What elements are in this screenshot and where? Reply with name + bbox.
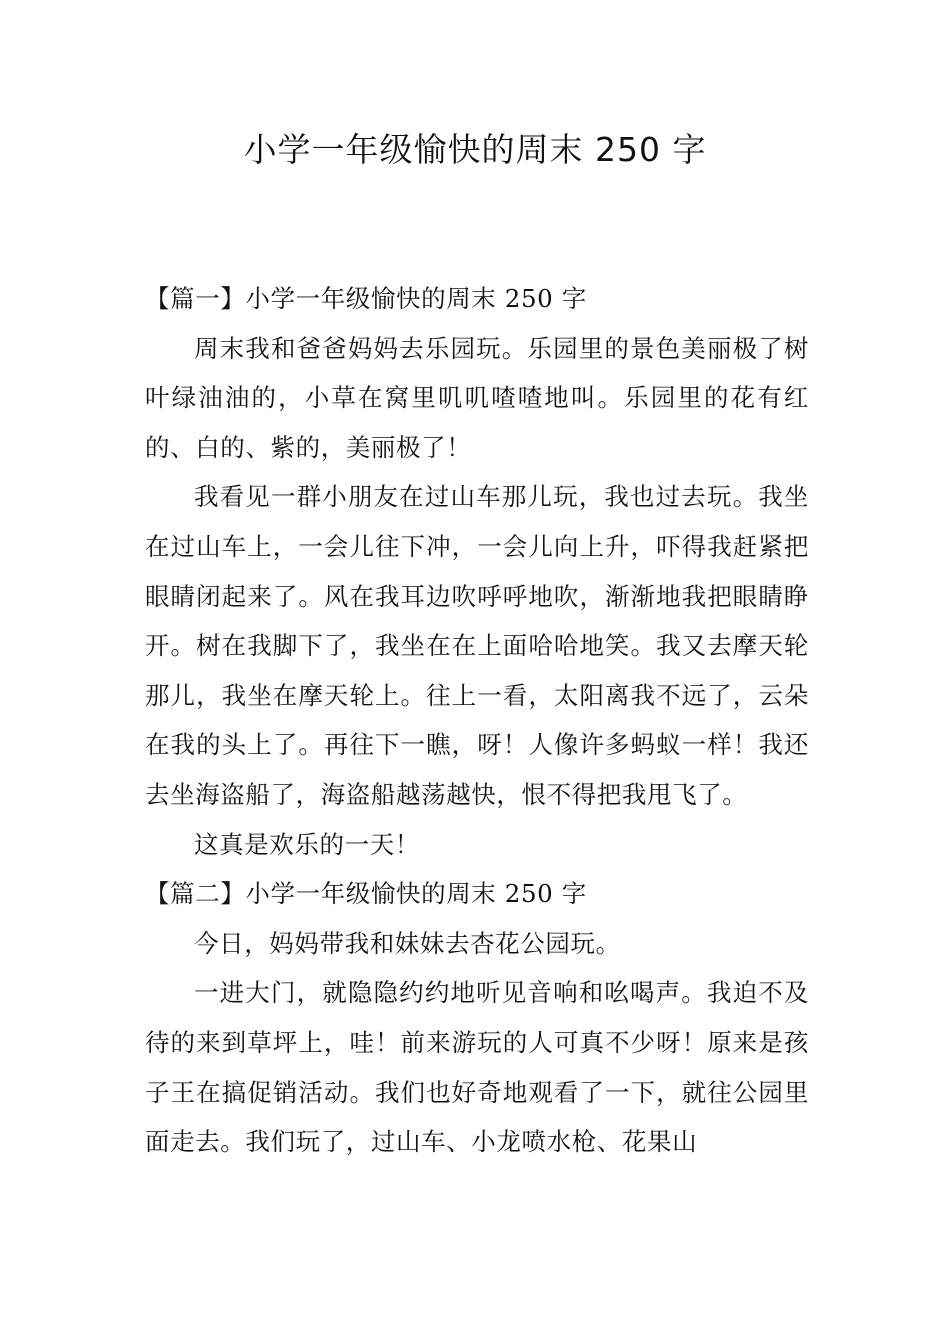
section-heading-1: 【篇一】小学一年级愉快的周末 250 字 — [145, 284, 587, 313]
paragraph: 我看见一群小朋友在过山车那儿玩，我也过去玩。我坐在过山车上，一会儿往下冲，一会儿向上升，吓得我赶紧把眼睛闭起来了。风在我耳边吹呼呼地吹，渐渐地我把眼睛睁开。树在我脚下了，我坐在在上面哈哈地笑。我又去摩天轮那儿，我坐在摩天轮上。往上一看，太阳离我不远了，云朵在我的头上了。再往下一瞧，呀！人像许多蚂蚁一样！我还去坐海盗船了，海盗船越荡越快，恨不得把我甩飞了。 — [145, 482, 809, 809]
document-body — [145, 274, 809, 1167]
paragraph: 周末我和爸爸妈妈去乐园玩。乐园里的景色美丽极了树叶绿油油的，小草在窝里叽叽喳喳地叫。乐园里的花有红的、白的、紫的，美丽极了！ — [145, 333, 809, 462]
paragraph: 今日，妈妈带我和妹妹去杏花公园玩。 — [194, 928, 621, 958]
section-heading-2: 【篇二】小学一年级愉快的周末 250 字 — [145, 879, 587, 909]
paragraph: 这真是欢乐的一天！ — [194, 829, 420, 859]
document-title: 小学一年级愉快的周末 250 字 — [243, 130, 707, 169]
paragraph: 一进大门，就隐隐约约地听见音响和吆喝声。我迫不及待的来到草坪上，哇！前来游玩的人可真不少呀！原来是孩子王在搞促销活动。我们也好奇地观看了一下，就往公园里面走去。我们玩了，过山车、小龙喷水枪、花果山 — [145, 978, 809, 1157]
